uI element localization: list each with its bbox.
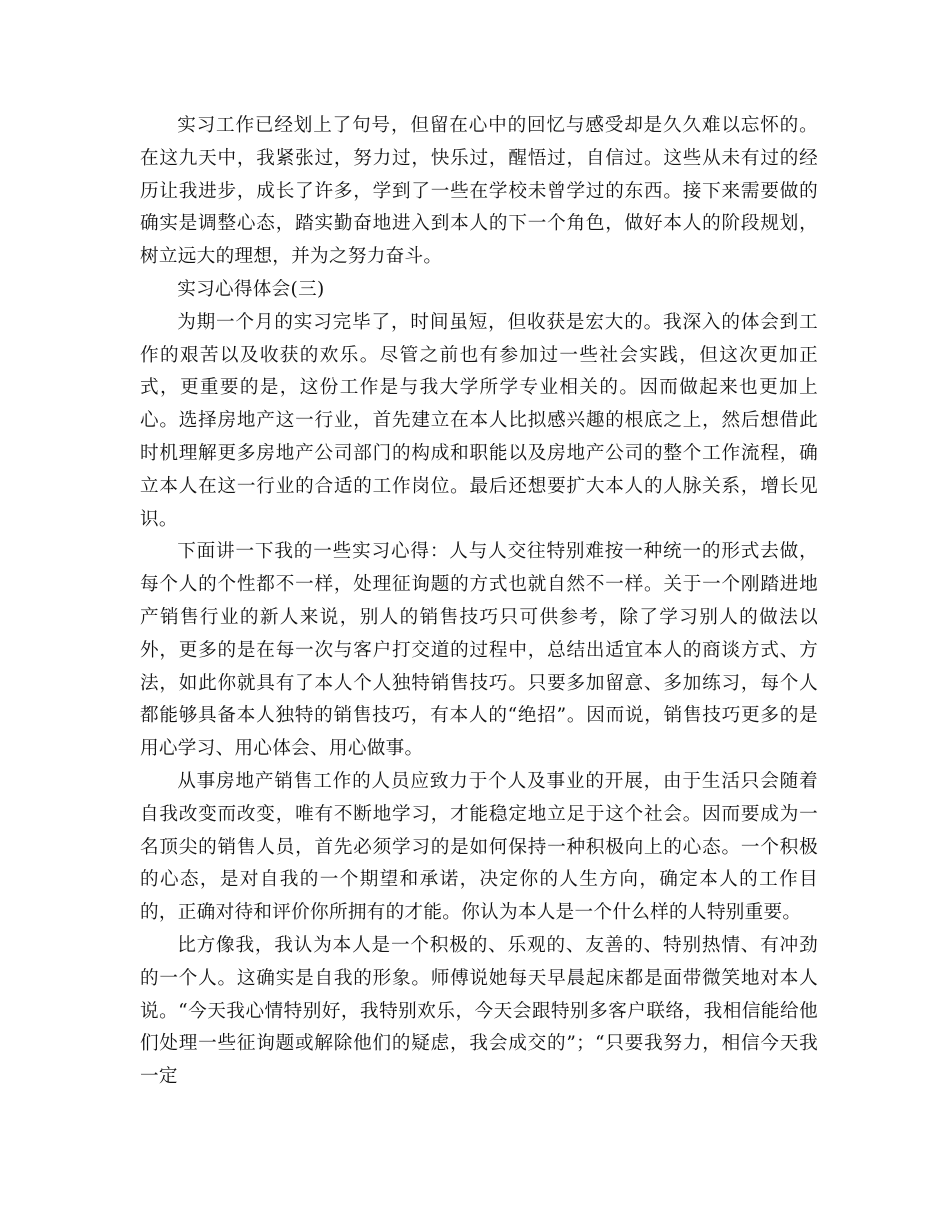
paragraph-example: 比方像我，我认为本人是一个积极的、乐观的、友善的、特别热情、有冲劲的一个人。这确实是自我的形象。师傅说她每天早晨起床都是面带微笑地对本人说。“今天我心情特别好，我特别欢乐，今天会跟特别多客户联络，我相信能给他们处理一些征询题或解除他们的疑虑，我会成交的”；“只要我努力，相信今天我一定 — [140, 934, 818, 1088]
section-heading: 实习心得体会(三) — [177, 278, 325, 300]
paragraph-intro: 为期一个月的实习完毕了，时间虽短，但收获是宏大的。我深入的体会到工作的艰苦以及收获的欢乐。尽管之前也有参加过一些社会实践，但这次更加正式，更重要的是，这份工作是与我大学所学专业相关的。因而做起来也更加上心。选择房地产这一行业，首先建立在本人比拟感兴趣的根底之上，然后想借此时机理解更多房地产公司部门的构成和职能以及房地产公司的整个工作流程，确立本人在这一行业的合适的工作岗位。最后还想要扩大本人的人脉关系，增长见识。 — [140, 311, 818, 530]
paragraph-attitude: 从事房地产销售工作的人员应致力于个人及事业的开展，由于生活只会随着自我改变而改变，唯有不断地学习，才能稳定地立足于这个社会。因而要成为一名顶尖的销售人员，首先必须学习的是如何保持一种积极向上的心态。一个积极的心态，是对自我的一个期望和承诺，决定你的人生方向，确定本人的工作目的，正确对待和评价你所拥有的才能。你认为本人是一个什么样的人特别重要。 — [140, 770, 818, 924]
paragraph-summary: 实习工作已经划上了句号，但留在心中的回忆与感受却是久久难以忘怀的。在这九天中，我紧张过，努力过，快乐过，醒悟过，自信过。这些从未有过的经历让我进步，成长了许多，学到了一些在学校未曾学过的东西。接下来需要做的确实是调整心态，踏实勤奋地进入到本人的下一个角色，做好本人的阶段规划，树立远大的理想，并为之努力奋斗。 — [140, 115, 818, 268]
document-body — [140, 110, 818, 1094]
paragraph-sales-skills: 下面讲一下我的一些实习心得：人与人交往特别难按一种统一的形式去做，每个人的个性都不一样，处理征询题的方式也就自然不一样。关于一个刚踏进地产销售行业的新人来说，别人的销售技巧只可供参考，除了学习别人的做法以外，更多的是在每一次与客户打交道的过程中，总结出适宜本人的商谈方式、方法，如此你就具有了本人个人独特销售技巧。只要多加留意、多加练习，每个人都能够具备本人独特的销售技巧，有本人的“绝招”。因而说，销售技巧更多的是用心学习、用心体会、用心做事。 — [140, 541, 818, 760]
